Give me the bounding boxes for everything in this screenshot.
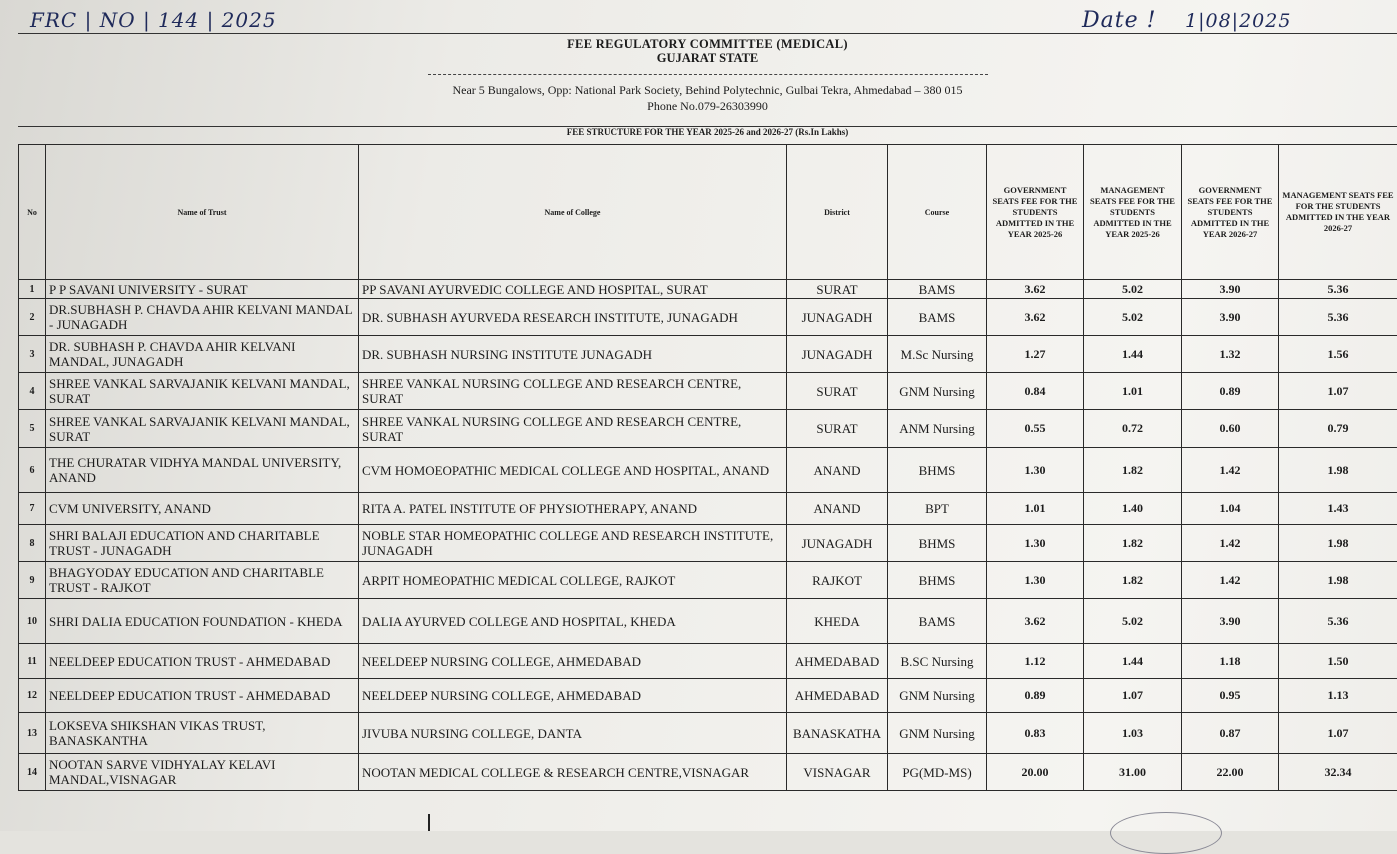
college-name: PP SAVANI AYURVEDIC COLLEGE AND HOSPITAL, SURAT	[359, 280, 787, 299]
trust-name: P P SAVANI UNIVERSITY - SURAT	[46, 280, 359, 299]
col-gov-2026: GOVERNMENT SEATS FEE FOR THE STUDENTS ADMITTED IN THE YEAR 2026-27	[1182, 145, 1279, 280]
col-course: Course	[888, 145, 987, 280]
district: AHMEDABAD	[787, 679, 888, 713]
row-number: 1	[19, 280, 46, 299]
mgmt-fee-2025: 5.02	[1084, 299, 1182, 336]
trust-name: SHREE VANKAL SARVAJANIK KELVANI MANDAL, SURAT	[46, 373, 359, 410]
table-row	[19, 525, 1397, 562]
phone: Phone No.079-26303990	[18, 99, 1397, 114]
college-name: DALIA AYURVED COLLEGE AND HOSPITAL, KHEDA	[359, 599, 787, 644]
col-gov-2025: GOVERNMENT SEATS FEE FOR THE STUDENTS ADMITTED IN THE YEAR 2025-26	[987, 145, 1084, 280]
row-number: 5	[19, 410, 46, 448]
seal-stamp	[1110, 812, 1222, 854]
table-row	[19, 599, 1397, 644]
gov-fee-2026: 0.87	[1182, 713, 1279, 754]
mgmt-fee-2026: 1.43	[1279, 493, 1397, 525]
district: JUNAGADH	[787, 525, 888, 562]
gov-fee-2026: 3.90	[1182, 299, 1279, 336]
mgmt-fee-2025: 31.00	[1084, 754, 1182, 791]
table-row	[19, 299, 1397, 336]
col-no: No	[19, 145, 46, 280]
row-number: 13	[19, 713, 46, 754]
table-row	[19, 713, 1397, 754]
row-number: 8	[19, 525, 46, 562]
district: JUNAGADH	[787, 299, 888, 336]
table-row	[19, 754, 1397, 791]
gov-fee-2025: 3.62	[987, 599, 1084, 644]
mgmt-fee-2025: 1.07	[1084, 679, 1182, 713]
col-mgmt-2025: MANAGEMENT SEATS FEE FOR THE STUDENTS ADMITTED IN THE YEAR 2025-26	[1084, 145, 1182, 280]
gov-fee-2026: 3.90	[1182, 280, 1279, 299]
college-name: ARPIT HOMEOPATHIC MEDICAL COLLEGE, RAJKOT	[359, 562, 787, 599]
college-name: NEELDEEP NURSING COLLEGE, AHMEDABAD	[359, 679, 787, 713]
row-number: 12	[19, 679, 46, 713]
college-name: SHREE VANKAL NURSING COLLEGE AND RESEARCH CENTRE, SURAT	[359, 373, 787, 410]
mgmt-fee-2025: 1.82	[1084, 525, 1182, 562]
gov-fee-2025: 1.30	[987, 525, 1084, 562]
course: BHMS	[888, 562, 987, 599]
gov-fee-2026: 1.42	[1182, 525, 1279, 562]
gov-fee-2026: 0.60	[1182, 410, 1279, 448]
gov-fee-2025: 0.89	[987, 679, 1084, 713]
row-number: 9	[19, 562, 46, 599]
row-number: 14	[19, 754, 46, 791]
course: BAMS	[888, 280, 987, 299]
gov-fee-2025: 0.55	[987, 410, 1084, 448]
trust-name: SHREE VANKAL SARVAJANIK KELVANI MANDAL, SURAT	[46, 410, 359, 448]
mgmt-fee-2026: 1.56	[1279, 336, 1397, 373]
district: SURAT	[787, 410, 888, 448]
committee-title: FEE REGULATORY COMMITTEE (MEDICAL)	[18, 37, 1397, 52]
course: GNM Nursing	[888, 679, 987, 713]
district: KHEDA	[787, 599, 888, 644]
course: GNM Nursing	[888, 713, 987, 754]
college-name: CVM HOMOEOPATHIC MEDICAL COLLEGE AND HOSPITAL, ANAND	[359, 448, 787, 493]
trust-name: BHAGYODAY EDUCATION AND CHARITABLE TRUST - RAJKOT	[46, 562, 359, 599]
mgmt-fee-2025: 1.40	[1084, 493, 1182, 525]
address: Near 5 Bungalows, Opp: National Park Society, Behind Polytechnic, Gulbai Tekra, Ahmedabad – 380 015	[18, 83, 1397, 98]
college-name: JIVUBA NURSING COLLEGE, DANTA	[359, 713, 787, 754]
letterhead	[18, 33, 1397, 127]
row-number: 11	[19, 644, 46, 679]
mgmt-fee-2025: 5.02	[1084, 280, 1182, 299]
gov-fee-2026: 1.04	[1182, 493, 1279, 525]
mgmt-fee-2026: 0.79	[1279, 410, 1397, 448]
col-college: Name of College	[359, 145, 787, 280]
table-row	[19, 410, 1397, 448]
mgmt-fee-2026: 5.36	[1279, 299, 1397, 336]
table-row	[19, 679, 1397, 713]
gov-fee-2026: 3.90	[1182, 599, 1279, 644]
gov-fee-2026: 0.89	[1182, 373, 1279, 410]
gov-fee-2026: 1.42	[1182, 448, 1279, 493]
table-row	[19, 448, 1397, 493]
gov-fee-2025: 1.27	[987, 336, 1084, 373]
gov-fee-2025: 3.62	[987, 280, 1084, 299]
district: BANASKATHA	[787, 713, 888, 754]
mgmt-fee-2026: 1.98	[1279, 562, 1397, 599]
mgmt-fee-2026: 1.98	[1279, 525, 1397, 562]
mgmt-fee-2025: 1.82	[1084, 562, 1182, 599]
trust-name: SHRI BALAJI EDUCATION AND CHARITABLE TRUST - JUNAGADH	[46, 525, 359, 562]
gov-fee-2025: 20.00	[987, 754, 1084, 791]
district: SURAT	[787, 280, 888, 299]
row-number: 2	[19, 299, 46, 336]
mgmt-fee-2025: 1.44	[1084, 644, 1182, 679]
trust-name: DR.SUBHASH P. CHAVDA AHIR KELVANI MANDAL - JUNAGADH	[46, 299, 359, 336]
row-number: 10	[19, 599, 46, 644]
mgmt-fee-2025: 5.02	[1084, 599, 1182, 644]
mgmt-fee-2025: 1.82	[1084, 448, 1182, 493]
gov-fee-2026: 0.95	[1182, 679, 1279, 713]
course: ANM Nursing	[888, 410, 987, 448]
course: BHMS	[888, 525, 987, 562]
college-name: SHREE VANKAL NURSING COLLEGE AND RESEARCH CENTRE, SURAT	[359, 410, 787, 448]
handwritten-date-label: Date !	[1082, 8, 1156, 33]
gov-fee-2026: 22.00	[1182, 754, 1279, 791]
college-name: DR. SUBHASH AYURVEDA RESEARCH INSTITUTE, JUNAGADH	[359, 299, 787, 336]
course: M.Sc Nursing	[888, 336, 987, 373]
trust-name: NEELDEEP EDUCATION TRUST - AHMEDABAD	[46, 644, 359, 679]
col-district: District	[787, 145, 888, 280]
trust-name: LOKSEVA SHIKSHAN VIKAS TRUST, BANASKANTHA	[46, 713, 359, 754]
table-row	[19, 280, 1397, 299]
course: B.SC Nursing	[888, 644, 987, 679]
college-name: DR. SUBHASH NURSING INSTITUTE JUNAGADH	[359, 336, 787, 373]
trust-name: NEELDEEP EDUCATION TRUST - AHMEDABAD	[46, 679, 359, 713]
gov-fee-2026: 1.42	[1182, 562, 1279, 599]
district: ANAND	[787, 448, 888, 493]
col-mgmt-2026: MANAGEMENT SEATS FEE FOR THE STUDENTS ADMITTED IN THE YEAR 2026-27	[1279, 145, 1397, 280]
course: GNM Nursing	[888, 373, 987, 410]
gov-fee-2026: 1.32	[1182, 336, 1279, 373]
gov-fee-2025: 1.01	[987, 493, 1084, 525]
table-row	[19, 336, 1397, 373]
gov-fee-2025: 3.62	[987, 299, 1084, 336]
district: VISNAGAR	[787, 754, 888, 791]
handwritten-date-value: 1|08|2025	[1185, 10, 1291, 32]
college-name: NOBLE STAR HOMEOPATHIC COLLEGE AND RESEARCH INSTITUTE, JUNAGADH	[359, 525, 787, 562]
handwritten-reference: FRC | NO | 144 | 2025	[30, 8, 277, 32]
mgmt-fee-2026: 5.36	[1279, 599, 1397, 644]
gov-fee-2025: 0.83	[987, 713, 1084, 754]
gov-fee-2025: 1.30	[987, 562, 1084, 599]
trust-name: SHRI DALIA EDUCATION FOUNDATION - KHEDA	[46, 599, 359, 644]
col-trust: Name of Trust	[46, 145, 359, 280]
college-name: NEELDEEP NURSING COLLEGE, AHMEDABAD	[359, 644, 787, 679]
trust-name: NOOTAN SARVE VIDHYALAY KELAVI MANDAL,VISNAGAR	[46, 754, 359, 791]
gov-fee-2025: 0.84	[987, 373, 1084, 410]
district: ANAND	[787, 493, 888, 525]
mgmt-fee-2025: 1.03	[1084, 713, 1182, 754]
district: AHMEDABAD	[787, 644, 888, 679]
course: BPT	[888, 493, 987, 525]
gov-fee-2026: 1.18	[1182, 644, 1279, 679]
mgmt-fee-2026: 1.07	[1279, 713, 1397, 754]
fee-table	[18, 144, 1397, 791]
mgmt-fee-2026: 1.07	[1279, 373, 1397, 410]
mgmt-fee-2025: 1.44	[1084, 336, 1182, 373]
row-number: 7	[19, 493, 46, 525]
pen-mark	[428, 814, 430, 831]
mgmt-fee-2026: 1.13	[1279, 679, 1397, 713]
district: JUNAGADH	[787, 336, 888, 373]
dashed-divider	[428, 74, 988, 75]
gov-fee-2025: 1.30	[987, 448, 1084, 493]
table-header-row	[19, 145, 1397, 280]
course: PG(MD-MS)	[888, 754, 987, 791]
college-name: NOOTAN MEDICAL COLLEGE & RESEARCH CENTRE,VISNAGAR	[359, 754, 787, 791]
row-number: 6	[19, 448, 46, 493]
trust-name: DR. SUBHASH P. CHAVDA AHIR KELVANI MANDAL, JUNAGADH	[46, 336, 359, 373]
state-subtitle: GUJARAT STATE	[18, 51, 1397, 66]
fee-structure-title: FEE STRUCTURE FOR THE YEAR 2025-26 and 2026-27 (Rs.In Lakhs)	[18, 125, 1397, 144]
course: BAMS	[888, 299, 987, 336]
mgmt-fee-2026: 32.34	[1279, 754, 1397, 791]
mgmt-fee-2026: 1.98	[1279, 448, 1397, 493]
gov-fee-2025: 1.12	[987, 644, 1084, 679]
trust-name: CVM UNIVERSITY, ANAND	[46, 493, 359, 525]
mgmt-fee-2026: 5.36	[1279, 280, 1397, 299]
college-name: RITA A. PATEL INSTITUTE OF PHYSIOTHERAPY, ANAND	[359, 493, 787, 525]
district: SURAT	[787, 373, 888, 410]
table-row	[19, 644, 1397, 679]
mgmt-fee-2026: 1.50	[1279, 644, 1397, 679]
row-number: 3	[19, 336, 46, 373]
mgmt-fee-2025: 1.01	[1084, 373, 1182, 410]
table-row	[19, 493, 1397, 525]
row-number: 4	[19, 373, 46, 410]
mgmt-fee-2025: 0.72	[1084, 410, 1182, 448]
trust-name: THE CHURATAR VIDHYA MANDAL UNIVERSITY, ANAND	[46, 448, 359, 493]
table-row	[19, 562, 1397, 599]
course: BHMS	[888, 448, 987, 493]
district: RAJKOT	[787, 562, 888, 599]
course: BAMS	[888, 599, 987, 644]
table-row	[19, 373, 1397, 410]
